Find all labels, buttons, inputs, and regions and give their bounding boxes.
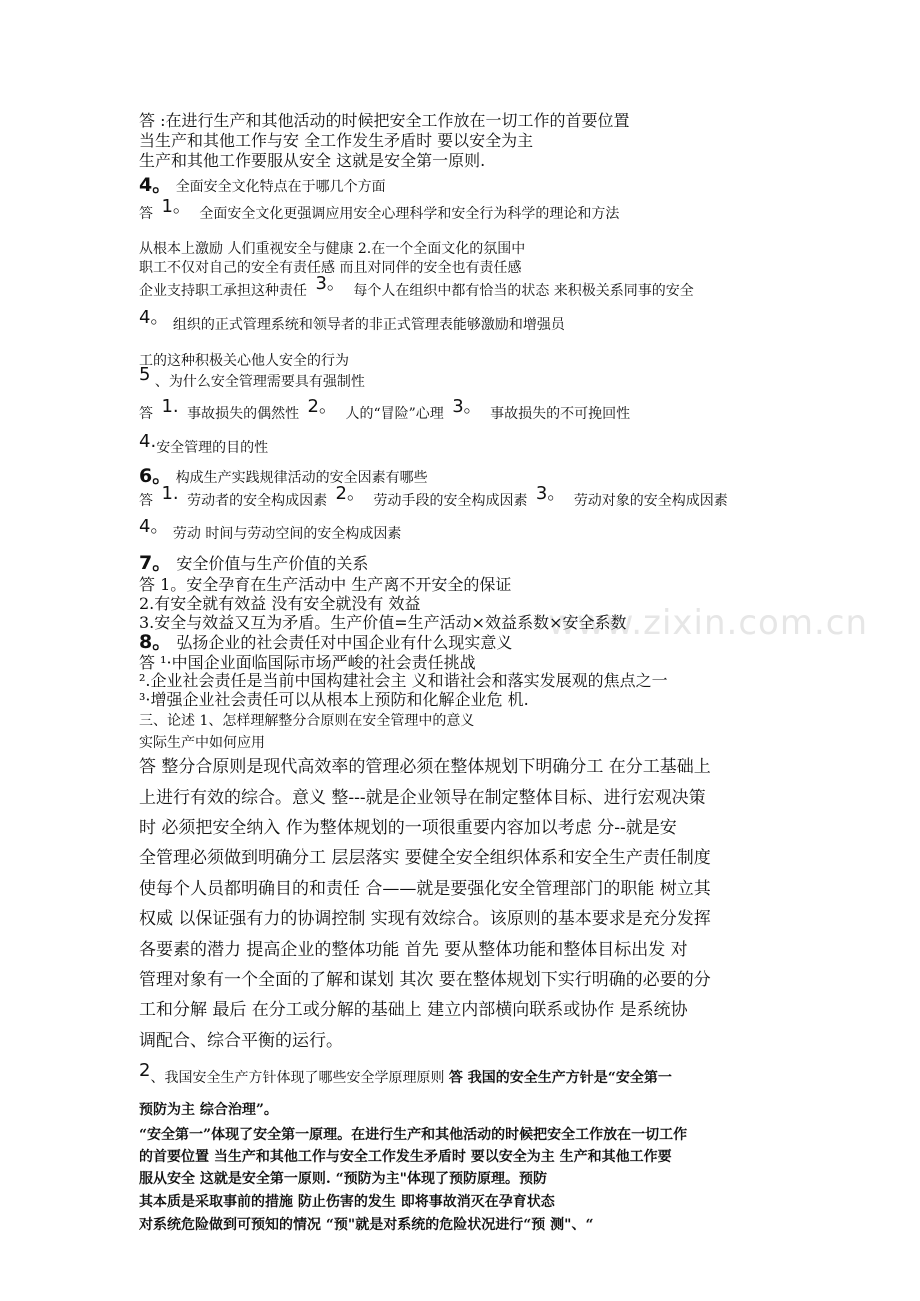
item-number: 1. xyxy=(161,396,179,417)
paragraph-line: 答 整分合原则是现代高效率的管理必须在整体规划下明确分工 在分工基础上 xyxy=(139,757,711,777)
question-number: 7。 xyxy=(139,552,172,574)
question-5 xyxy=(139,364,365,391)
answer-label: 答 xyxy=(139,493,153,509)
paragraph-line: 时 必须把安全纳入 作为整体规划的一项很重要内容加以考虑 分--就是安 xyxy=(139,818,677,838)
text-line: ².企业社会责任是当前中国构建社会主 义和谐社会和落实发展观的焦点之一 xyxy=(139,671,668,690)
answer-text: 劳动手段的安全构成因素 xyxy=(373,493,528,509)
bold-line: “安全第一”体现了安全第一原理。在进行生产和其他活动的时候把安全工作放在一切工作 xyxy=(139,1127,688,1143)
item-number: 3。 xyxy=(315,273,345,294)
answer-6-line-1 xyxy=(139,483,728,510)
bold-line: 的首要位置 当生产和其他工作与安全工作发生矛盾时 要以安全为主 生产和其他工作要 xyxy=(139,1149,672,1165)
text-line: 答 :在进行生产和其他活动的时候把安全工作放在一切工作的首要位置 xyxy=(139,111,630,130)
answer-4-line-1 xyxy=(139,196,620,223)
text-line: 答 1。安全孕育在生产活动中 生产离不开安全的保证 xyxy=(139,575,512,594)
item-number: 2。 xyxy=(335,483,365,504)
answer-text: 组织的正式管理系统和领导者的非正式管理表能够激励和增强员 xyxy=(172,317,565,333)
question-text: 构成生产实践规律活动的安全因素有哪些 xyxy=(175,470,428,486)
text-line: 当生产和其他工作与安 全工作发生矛盾时 要以安全为主 xyxy=(139,131,534,150)
item-number: 4。 xyxy=(139,516,169,537)
question-number: 5 xyxy=(139,364,151,385)
question-text: 、为什么安全管理需要具有强制性 xyxy=(154,374,365,390)
paragraph-line: 各要素的潜力 提高企业的整体功能 首先 要从整体功能和整体目标出发 对 xyxy=(139,940,688,960)
item-number: 2。 xyxy=(307,396,337,417)
text-line: 答 ¹·中国企业面临国际市场严峻的社会责任挑战 xyxy=(139,653,476,672)
answer-text: 劳动对象的安全构成因素 xyxy=(573,493,728,509)
answer-text: 事故损失的不可挽回性 xyxy=(490,406,631,422)
text-line: 职工不仅对自己的安全有责任感 而且对同伴的安全也有责任感 xyxy=(139,260,522,276)
answer-4-line-4 xyxy=(139,307,565,334)
paragraph-line: 管理对象有一个全面的了解和谋划 其次 要在整体规划下实行明确的必要的分 xyxy=(139,970,711,990)
item-number: 4. xyxy=(139,431,157,452)
question-text: 弘扬企业的社会责任对中国企业有什么现实意义 xyxy=(176,633,513,652)
bold-line: 预防为主 综合治理”。 xyxy=(139,1102,278,1118)
paragraph-line: 上进行有效的综合。意义 整---就是企业领导在制定整体目标、进行宏观决策 xyxy=(139,788,706,808)
question-text: 全面安全文化特点在于哪几个方面 xyxy=(175,179,386,195)
answer-5-line-1 xyxy=(139,396,631,423)
question-number: 2 xyxy=(139,1060,151,1081)
item-number: 4。 xyxy=(139,307,169,328)
answer-text: 劳动者的安全构成因素 xyxy=(187,493,328,509)
paragraph-line: 全管理必须做到明确分工 层层落实 要健全安全组织体系和安全生产责任制度 xyxy=(139,848,711,868)
bold-line: 对系统危险做到可预知的情况 “预"就是对系统的危险状况进行“预 测"、“ xyxy=(139,1217,594,1233)
answer-text: 企业支持职工承担这种责任 xyxy=(139,283,307,299)
bold-line: 服从安全 这就是安全第一原则. “预防为主"体现了预防原理。预防 xyxy=(139,1171,547,1187)
item-number: 3。 xyxy=(535,483,566,504)
answer-text: 劳动 时间与劳动空间的安全构成因素 xyxy=(172,526,402,542)
answer-4-line-3 xyxy=(139,273,694,300)
answer-text: 人的“冒险”心理 xyxy=(345,406,444,422)
answer-text: 事故损失的偶然性 xyxy=(187,406,300,422)
item-number: 1. xyxy=(161,483,179,504)
answer-6-line-2 xyxy=(139,516,402,543)
paragraph-line: 工和分解 最后 在分工或分解的基础上 建立内部横向联系或协作 是系统协 xyxy=(139,1000,688,1020)
item-number: 3。 xyxy=(452,396,482,417)
question-number: 8。 xyxy=(139,631,172,653)
answer-text: 每个人在组织中都有恰当的状态 来积极关系同事的安全 xyxy=(353,283,694,299)
question-text: 安全价值与生产价值的关系 xyxy=(176,554,369,573)
answer-5-line-2 xyxy=(139,431,269,457)
text-line: 工的这种积极关心他人安全的行为 xyxy=(139,353,349,369)
answer-text: 全面安全文化更强调应用安全心理科学和安全行为科学的理论和方法 xyxy=(199,206,620,222)
text-line: 2.有安全就有效益 没有安全就没有 效益 xyxy=(139,594,421,613)
question-text: 、我国安全生产方针体现了哪些安全学原理原则 xyxy=(150,1070,445,1086)
question-number: 4。 xyxy=(139,174,172,196)
answer-text: 安全管理的目的性 xyxy=(156,440,269,456)
question-number: 6。 xyxy=(139,465,172,487)
text-line: ³·增强企业社会责任可以从根本上预防和化解企业危 机. xyxy=(139,690,529,709)
paragraph-line: 使每个人员都明确目的和责任 合——就是要强化安全管理部门的职能 树立其 xyxy=(139,879,711,899)
text-line: 实际生产中如何应用 xyxy=(139,735,265,751)
paragraph-line: 调配合、综合平衡的运行。 xyxy=(139,1031,343,1051)
watermark: www.zixin.com.cn xyxy=(548,603,868,643)
answer-text: 答 我国的安全生产方针是“安全第一 xyxy=(448,1070,672,1086)
text-line: 从根本上激励 人们重视安全与健康 2.在一个全面文化的氛围中 xyxy=(139,241,526,257)
paragraph-line: 权威 以保证强有力的协调控制 实现有效综合。该原则的基本要求是充分发挥 xyxy=(139,909,711,929)
question-4 xyxy=(139,176,386,196)
item-number: 1。 xyxy=(161,196,191,217)
answer-label: 答 xyxy=(139,206,153,222)
question-2 xyxy=(139,1060,672,1087)
question-8 xyxy=(139,632,512,653)
text-line: 生产和其他工作要服从安全 这就是安全第一原则. xyxy=(139,151,486,170)
text-line: 3.安全与效益又互为矛盾。生产价值=生产活动×效益系数×安全系数 xyxy=(139,613,627,632)
section-heading: 三、论述 1、怎样理解整分合原则在安全管理中的意义 xyxy=(139,713,475,729)
answer-label: 答 xyxy=(139,406,153,422)
question-6 xyxy=(139,467,428,487)
bold-line: 其本质是采取事前的措施 防止伤害的发生 即将事故消灭在孕育状态 xyxy=(139,1194,555,1210)
question-7 xyxy=(139,553,368,574)
